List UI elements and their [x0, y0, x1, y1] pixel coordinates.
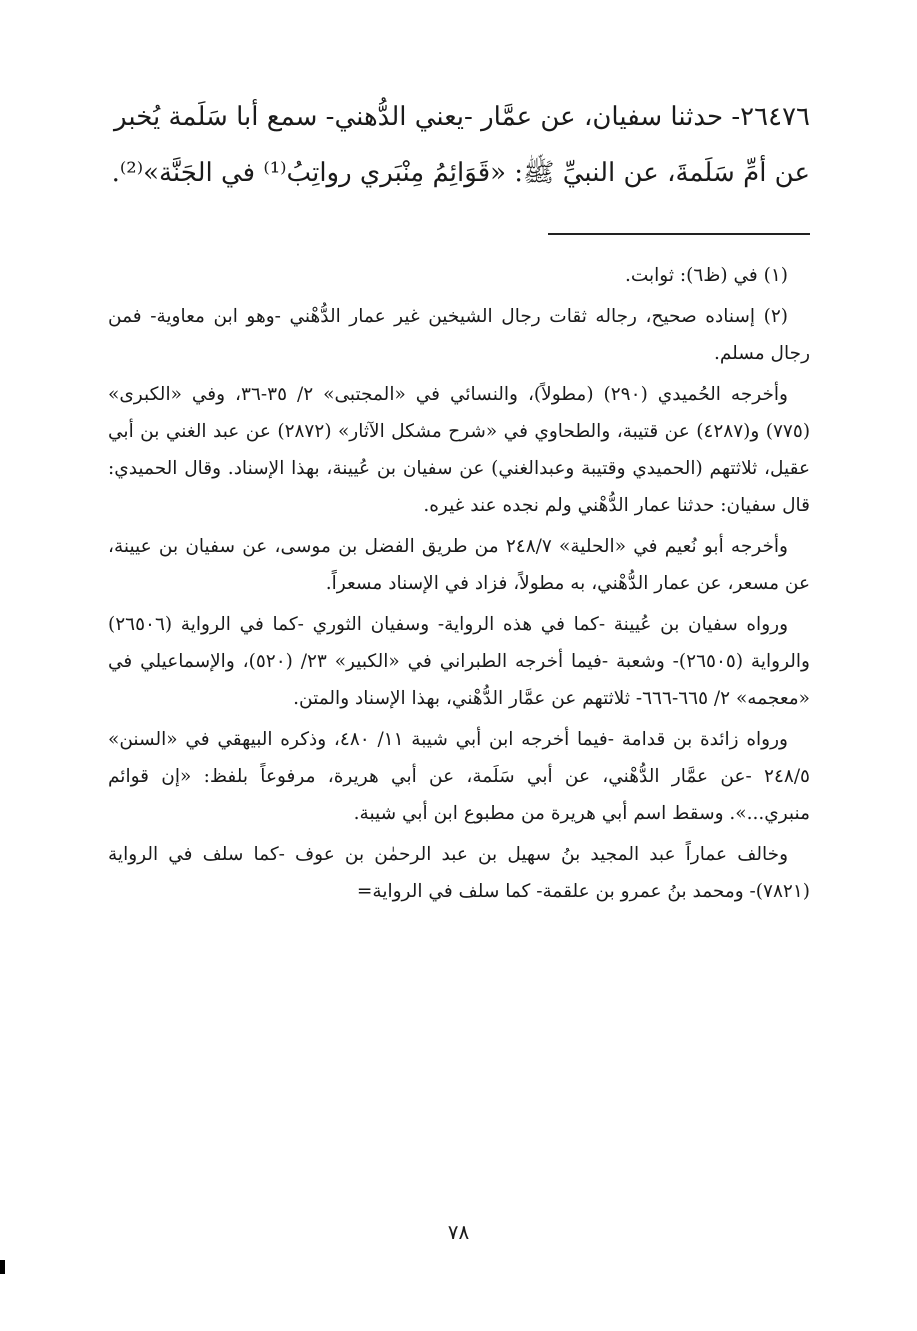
footnote-paragraph: وأخرجه الحُميدي (٢٩٠) (مطولاً)، والنسائي في «المجتبى» ٢/ ٣٥-٣٦، وفي «الكبرى» (٧٧٥) و(٤٢٨٧) عن قتيبة، والطحاوي في «شرح مشكل الآثار» (٢٨٧٢) عن عبد الغني بن أبي عقيل، ثلاثتهم (الحميدي وقتيبة وعبدالغني) عن سفيان بن عُيينة، بهذا الإسناد. وقال الحميدي: قال سفيان: حدثنا عمار الدُّهْني ولم نجده عند غيره. — [108, 384, 811, 516]
footnote-2: (٢) إسناده صحيح، رجاله ثقات رجال الشيخين غير عمار الدُّهْني -وهو ابن معاوية- فمن رجال مسلم. — [108, 306, 810, 364]
page-number: ٧٨ — [447, 1220, 470, 1244]
footnote-paragraph: وأخرجه أبو نُعيم في «الحلية» ٢٤٨/٧ من طريق الفضل بن موسى، عن سفيان بن عيينة، عن مسعر، عن عمار الدُّهْني، به مطولاً، فزاد في الإسناد مسعراً. — [108, 536, 810, 594]
footnote-paragraph: ورواه سفيان بن عُيينة -كما في هذه الرواية- وسفيان الثوري -كما في الرواية (٢٦٥٠٦) والرواية (٢٦٥٠٥)- وشعبة -فيما أخرجه الطبراني في «الكبير» ٢٣/ (٥٢٠)، والإسماعيلي في «معجمه» ٢/ ٦٦٥-٦٦٦- ثلاثتهم عن عمَّار الدُّهْني، بهذا الإسناد والمتن. — [108, 614, 810, 709]
hadith-text — [108, 95, 810, 195]
page-body — [108, 95, 810, 914]
footnote-1: (١) في (ظ٦): ثوابت. — [624, 265, 788, 286]
footnote-paragraph: ورواه زائدة بن قدامة -فيما أخرجه ابن أبي شيبة ١١/ ٤٨٠، وذكره البيهقي في «السنن» ٢٤٨/٥ -عن عمَّار الدُّهْني، عن أبي سَلَمة، عن أبي هريرة، مرفوعاً بلفظ: «إن قوائم منبري...». وسقط اسم أبي هريرة من مطبوع ابن أبي شيبة. — [108, 729, 810, 824]
footnotes — [108, 257, 810, 910]
footnote-divider — [548, 233, 810, 235]
hadith-line-2: عن أمِّ سَلَمةَ، عن النبيِّ ﷺ: «قَوَائِمُ مِنْبَري رواتِبُ⁽¹⁾ في الجَنَّة»⁽²⁾. — [111, 158, 810, 188]
footnote-paragraph: وخالف عماراً عبد المجيد بنُ سهيل بن عبد الرحمٰن بن عوف -كما سلف في الرواية (٧٨٢١)- ومحمد بنُ عمرو بن علقمة- كما سلف في الرواية= — [108, 844, 810, 902]
hadith-line-1: ٢٦٤٧٦- حدثنا سفيان، عن عمَّار -يعني الدُّهني- سمع أبا سَلَمة يُخبر — [114, 102, 810, 132]
scan-edge-mark — [0, 1260, 5, 1274]
